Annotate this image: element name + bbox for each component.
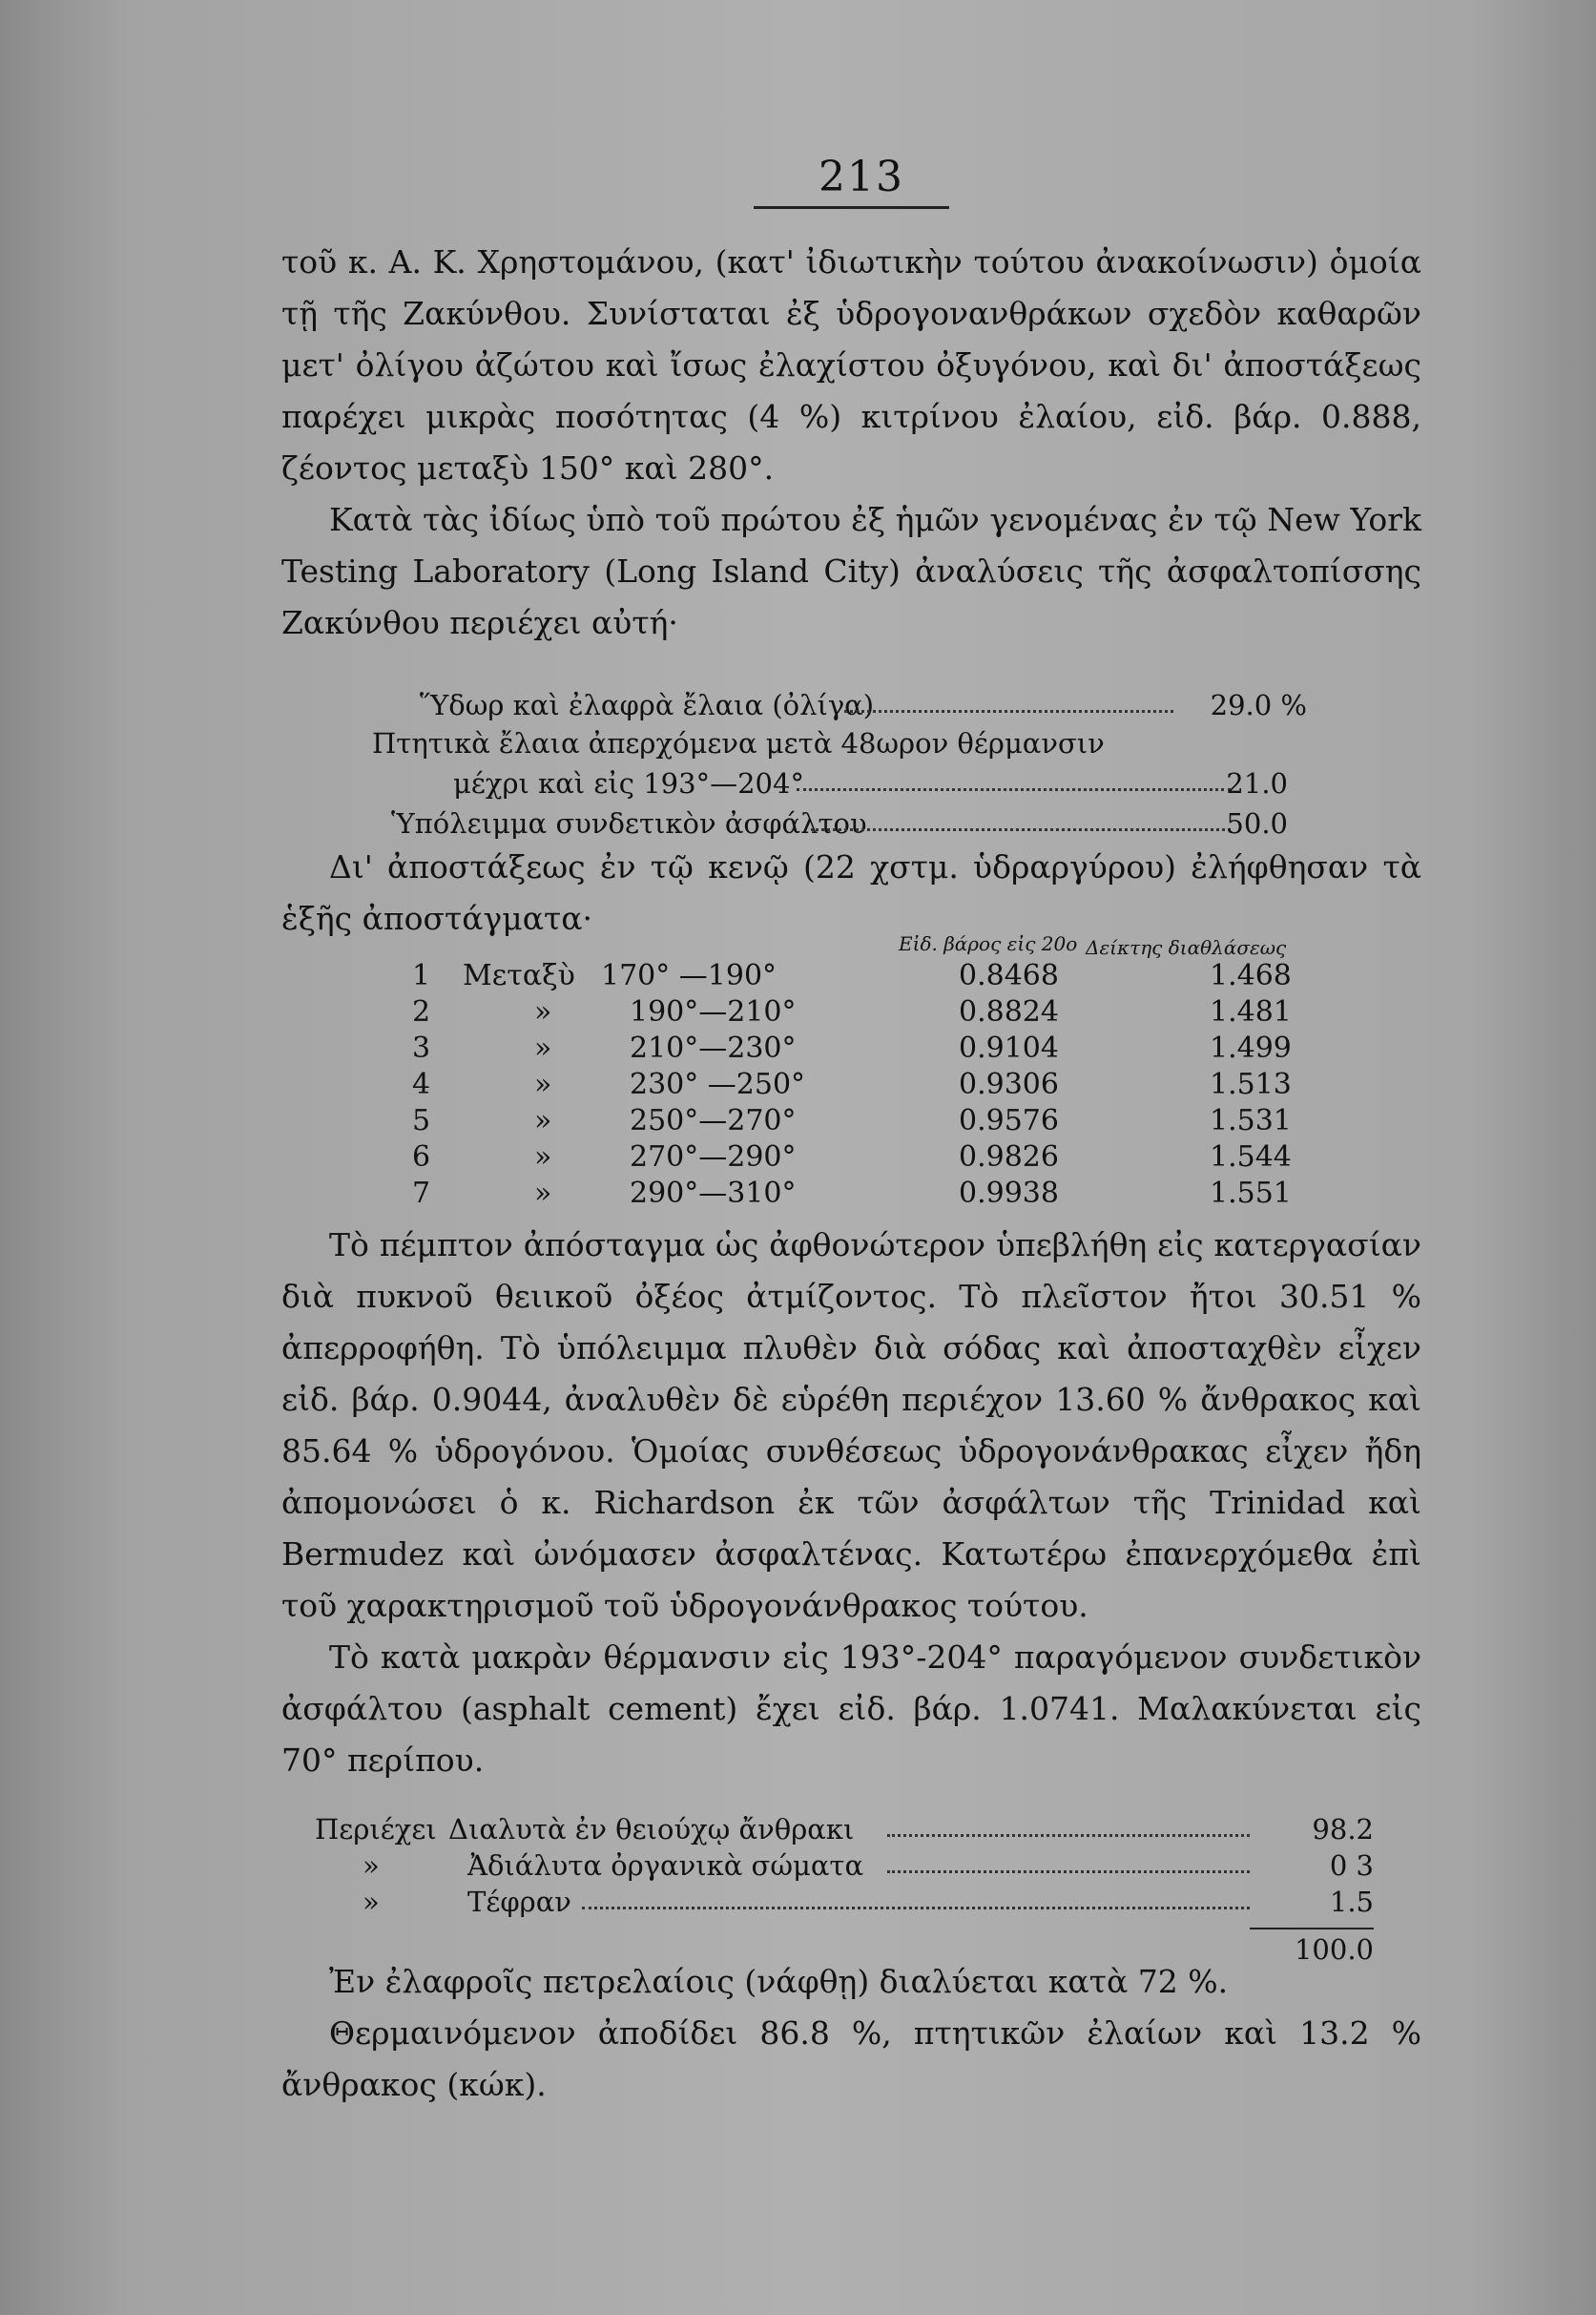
mixture-row	[315, 1886, 1374, 1924]
body-text-mid	[281, 842, 1421, 945]
sum-rule	[1250, 1928, 1374, 1929]
fraction-word: »	[534, 1032, 552, 1065]
fraction-number: 7	[412, 1177, 431, 1210]
mixture-label: Τέφραν	[467, 1886, 571, 1918]
dot-leader	[844, 689, 1173, 713]
composition-label: Πτητικὰ ἔλαια ἀπερχόμενα μετὰ 48ωρον θέρμανσιν	[372, 727, 1105, 760]
composition-value: 29.0 %	[1210, 689, 1307, 721]
paragraph-2: Κατὰ τὰς ἰδίως ὑπὸ τοῦ πρώτου ἐξ ἡμῶν γενομένας ἐν τῷ New York Testing Laboratory (Long Island City) ἀναλύσεις τῆς ἀσφαλτοπίσσης Ζακύνθου περιέχει αὐτή·	[281, 501, 1421, 641]
dot-leader	[582, 1886, 1250, 1909]
table-row	[0, 1068, 1596, 1104]
fraction-number: 3	[412, 1032, 431, 1065]
composition-label: μέχρι καὶ εἰς 193°—204°	[453, 767, 804, 800]
fraction-index: 1.481	[1210, 995, 1292, 1029]
fractions-table	[0, 959, 1596, 1217]
paragraph-4: Τὸ πέμπτον ἀπόσταγμα ὡς ἀφθονώτερον ὑπεβλήθη εἰς κατεργασίαν διὰ πυκνοῦ θειικοῦ ὀξέος ἀτμίζοντος. Τὸ πλεῖστον ἤτοι 30.51 % ἀπερροφήθη. Τὸ ὑπόλειμμα πλυθὲν διὰ σόδας καὶ ἀποσταχθὲν εἶχεν εἰδ. βάρ. 0.9044, ἀναλυθὲν δὲ εὑρέθη περιέχον 13.60 % ἄνθρακος καὶ 85.64 % ὑδρογόνου. Ὁμοίας συνθέσεως ὑδρογονάνθρακας εἶχεν ἤδη ἀπομονώσει ὁ κ. Richardson ἐκ τῶν ἀσφάλτων τῆς Trinidad καὶ Bermudez καὶ ὠνόμασεν ἀσφαλτένας. Κατωτέρω ἐπανερχόμεθα ἐπὶ τοῦ χαρακτηρισμοῦ τοῦ ὑδρογονάνθρακος τούτου.	[281, 1226, 1421, 1624]
fraction-word: »	[534, 1068, 552, 1101]
composition-list	[315, 689, 1307, 842]
fraction-density: 0.9826	[959, 1140, 1059, 1174]
dot-leader	[887, 1849, 1250, 1873]
composition-row	[315, 807, 1307, 845]
table-row	[0, 1177, 1596, 1213]
paragraph-5: Τὸ κατὰ μακρὰν θέρμανσιν εἰς 193°-204° παραγόμενον συνδετικὸν ἀσφάλτου (asphalt cement) ἔχει εἰδ. βάρ. 1.0741. Μαλακύνεται εἰς 70° περίπου.	[281, 1638, 1421, 1779]
composition-label: Ὑπόλειμμα συνδετικὸν ἀσφάλτου	[391, 807, 867, 840]
paragraph-1: τοῦ κ. Α. Κ. Χρηστομάνου, (κατ' ἰδιωτικὴν τούτου ἀνακοίνωσιν) ὁμοία τῇ τῆς Ζακύνθου. Συνίσταται ἐξ ὑδρογονανθράκων σχεδὸν καθαρῶν μετ' ὀλίγου ἀζώτου καὶ ἴσως ἐλαχίστου ὀξυγόνου, καὶ δι' ἀποστάξεως παρέχει μικρὰς ποσότητας (4 %) κιτρίνου ἐλαίου, εἰδ. βάρ. 0.888, ζέοντος μεταξὺ 150° καὶ 280°.	[281, 243, 1421, 487]
mixture-value: 0 3	[1329, 1849, 1374, 1882]
mixture-label: Διαλυτὰ ἐν θειούχῳ ἄνθρακι	[448, 1813, 855, 1846]
header-rule	[754, 206, 949, 209]
composition-label: Ὕδωρ καὶ ἐλαφρὰ ἔλαια (ὀλίγα)	[420, 689, 875, 721]
composition-row	[315, 689, 1307, 727]
fraction-word: Μεταξὺ	[463, 959, 575, 992]
fraction-range: 190°—210°	[630, 995, 797, 1029]
fraction-range: 230° —250°	[630, 1068, 806, 1101]
fraction-range: 210°—230°	[630, 1032, 797, 1065]
fraction-number: 5	[412, 1104, 431, 1137]
fraction-number: 2	[412, 995, 431, 1029]
fraction-word: »	[534, 995, 552, 1029]
fraction-density: 0.8468	[959, 959, 1059, 992]
fraction-word: »	[534, 1177, 552, 1210]
fraction-range: 250°—270°	[630, 1104, 797, 1137]
fraction-density: 0.9576	[959, 1104, 1059, 1137]
mixture-prefix: »	[363, 1886, 380, 1918]
mixture-value: 1.5	[1329, 1886, 1374, 1918]
mixture-label: Ἀδιάλυτα ὀργανικὰ σώματα	[467, 1849, 864, 1882]
mixture-list	[315, 1813, 1374, 1975]
table-row	[0, 1140, 1596, 1177]
dot-leader	[797, 767, 1231, 791]
fraction-index: 1.531	[1210, 1104, 1292, 1137]
fraction-index: 1.468	[1210, 959, 1292, 992]
fraction-range: 270°—290°	[630, 1140, 797, 1174]
composition-row	[315, 767, 1307, 805]
column-header-density: Εἰδ. βάρος εἰς 20ο	[899, 932, 1078, 955]
mixture-value: 98.2	[1312, 1813, 1374, 1846]
mixture-row	[315, 1813, 1374, 1851]
composition-value: 21.0	[1226, 767, 1288, 800]
dot-leader	[887, 1813, 1250, 1837]
table-row	[0, 959, 1596, 995]
fraction-range: 170° —190°	[601, 959, 777, 992]
fraction-density: 0.9104	[959, 1032, 1059, 1065]
fraction-index: 1.544	[1210, 1140, 1292, 1174]
fraction-number: 1	[412, 959, 431, 992]
fraction-index: 1.513	[1210, 1068, 1292, 1101]
fraction-number: 4	[412, 1068, 431, 1101]
mixture-prefix: »	[363, 1849, 380, 1882]
fraction-number: 6	[412, 1140, 431, 1174]
fraction-word: »	[534, 1140, 552, 1174]
mixture-total: 100.0	[1294, 1933, 1374, 1966]
fraction-word: »	[534, 1104, 552, 1137]
mixture-prefix: Περιέχει	[315, 1813, 437, 1846]
table-row	[0, 1104, 1596, 1140]
paragraph-6: Ἐν ἐλαφροῖς πετρελαίοις (νάφθῃ) διαλύεται κατὰ 72 %.	[329, 1963, 1229, 2000]
paragraph-7: Θερμαινόμενον ἀποδίδει 86.8 %, πτητικῶν ἐλαίων καὶ 13.2 % ἄνθρακος (κώκ).	[281, 2014, 1421, 2103]
dot-leader	[811, 807, 1231, 831]
composition-value: 50.0	[1226, 807, 1288, 840]
fraction-density: 0.9306	[959, 1068, 1059, 1101]
paragraph-3: Δι' ἀποστάξεως ἐν τῷ κενῷ (22 χστμ. ὑδραργύρου) ἐλήφθησαν τὰ ἑξῆς ἀποστάγματα·	[281, 848, 1421, 937]
body-text-lower	[281, 1220, 1421, 1786]
fraction-density: 0.9938	[959, 1177, 1059, 1210]
body-text-top	[281, 237, 1421, 649]
mixture-row	[315, 1849, 1374, 1887]
column-header-refraction: Δείκτης διαθλάσεως	[1086, 936, 1287, 959]
fraction-index: 1.551	[1210, 1177, 1292, 1210]
fraction-index: 1.499	[1210, 1032, 1292, 1065]
fraction-density: 0.8824	[959, 995, 1059, 1029]
body-text-bottom	[281, 1956, 1421, 2111]
page-number: 213	[819, 153, 904, 201]
table-row	[0, 1032, 1596, 1068]
fraction-range: 290°—310°	[630, 1177, 797, 1210]
table-row	[0, 995, 1596, 1032]
composition-row	[315, 727, 1307, 765]
